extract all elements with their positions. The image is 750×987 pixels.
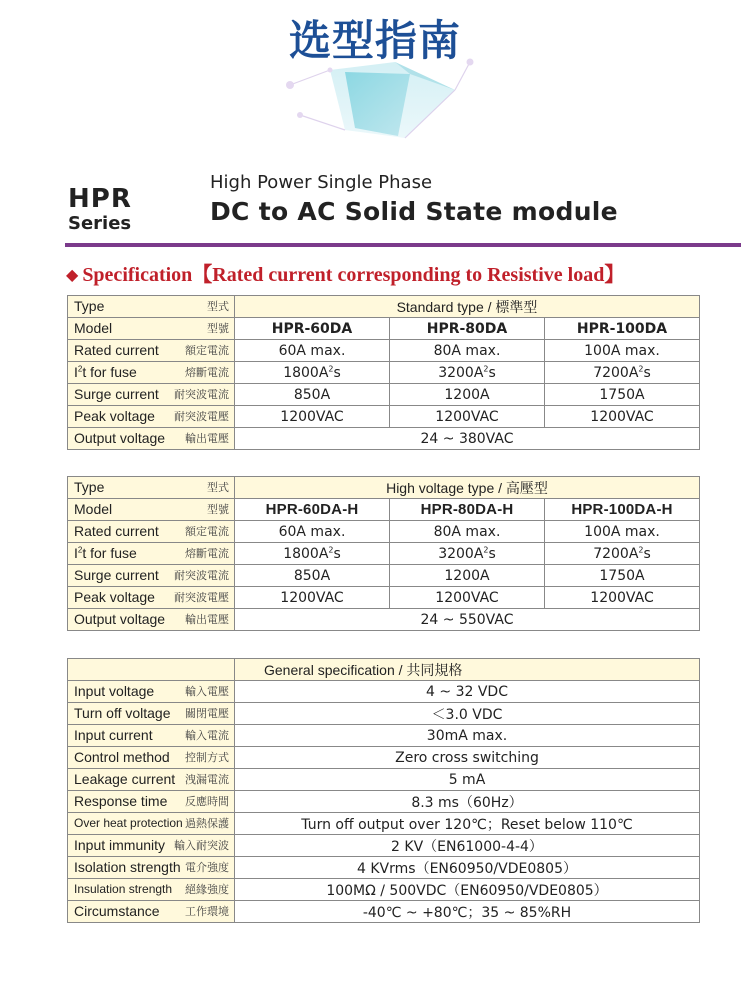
model-cell: HPR-100DA-H bbox=[545, 499, 700, 521]
param-cell: 耐突波電壓 Peak voltage bbox=[68, 406, 235, 428]
hero-banner bbox=[0, 0, 750, 150]
model-cell: HPR-60DA bbox=[235, 318, 390, 340]
table-row bbox=[68, 587, 700, 609]
param-cell: 額定電流 Rated current bbox=[68, 521, 235, 543]
value-cell: 8.3 ms（60Hz） bbox=[235, 791, 700, 813]
param-cell: 輸出電壓 Output voltage bbox=[68, 609, 235, 631]
table-row bbox=[68, 362, 700, 384]
header-divider bbox=[65, 243, 741, 247]
value-cell: $1800A^2s$ bbox=[235, 362, 390, 384]
table-row bbox=[68, 857, 700, 879]
value-cell: 80A max. bbox=[390, 521, 545, 543]
table-row bbox=[68, 791, 700, 813]
param-cell: 額定電流 Rated current bbox=[68, 340, 235, 362]
value-cell: 1200A bbox=[390, 384, 545, 406]
value-cell: 80A max. bbox=[390, 340, 545, 362]
table-row bbox=[68, 296, 700, 318]
model-cell: HPR-60DA-H bbox=[235, 499, 390, 521]
table-row bbox=[68, 901, 700, 923]
param-cell: 輸入電流 Input current bbox=[68, 725, 235, 747]
param-cell: 電介強度 Isolation strength bbox=[68, 857, 235, 879]
value-cell: 2 KV（EN61000-4-4） bbox=[235, 835, 700, 857]
product-subtitle: High Power Single Phase bbox=[210, 172, 433, 193]
value-cell: 1200VAC bbox=[545, 406, 700, 428]
table-row bbox=[68, 681, 700, 703]
value-cell: 1200VAC bbox=[390, 587, 545, 609]
value-cell: 100MΩ / 500VDC（EN60950/VDE0805） bbox=[235, 879, 700, 901]
model-cell: HPR-80DA-H bbox=[390, 499, 545, 521]
standard-type-table bbox=[67, 295, 700, 450]
param-cell: 型號 Model bbox=[68, 499, 235, 521]
table-row bbox=[68, 521, 700, 543]
value-cell: $3200A^2s$ bbox=[390, 543, 545, 565]
param-cell: 熔斷電流 $I^2t$ for fuse bbox=[68, 362, 235, 384]
table-row bbox=[68, 659, 700, 681]
value-cell: Zero cross switching bbox=[235, 747, 700, 769]
param-cell: 過熱保護 Over heat protection bbox=[68, 813, 235, 835]
high-voltage-type-table bbox=[67, 476, 700, 631]
series-code: HPR bbox=[68, 184, 132, 214]
value-cell: 850A bbox=[235, 384, 390, 406]
value-cell: -40℃ ~ +80℃；35 ~ 85%RH bbox=[235, 901, 700, 923]
table-row bbox=[68, 477, 700, 499]
value-cell: 4 KVrms（EN60950/VDE0805） bbox=[235, 857, 700, 879]
param-cell: 型式 Type bbox=[68, 296, 235, 318]
value-cell: 1750A bbox=[545, 565, 700, 587]
general-specification-table bbox=[67, 658, 700, 923]
param-cell: 絕緣強度 Insulation strength bbox=[68, 879, 235, 901]
param-cell: 關閉電壓 Turn off voltage bbox=[68, 703, 235, 725]
table-row bbox=[68, 318, 700, 340]
param-cell: 控制方式 Control method bbox=[68, 747, 235, 769]
value-cell: 100A max. bbox=[545, 521, 700, 543]
table-row bbox=[68, 565, 700, 587]
diamond-bullet-icon: ◆ bbox=[66, 267, 79, 284]
table-row bbox=[68, 835, 700, 857]
series-label: Series bbox=[68, 213, 132, 234]
param-cell: 輸出電壓 Output voltage bbox=[68, 428, 235, 450]
type-value: Standard type / 標準型 bbox=[235, 296, 700, 318]
value-cell: ＜3.0 VDC bbox=[235, 703, 700, 725]
value-cell: 100A max. bbox=[545, 340, 700, 362]
value-cell: $1800A^2s$ bbox=[235, 543, 390, 565]
value-cell: 1200VAC bbox=[390, 406, 545, 428]
value-cell: 60A max. bbox=[235, 340, 390, 362]
table-row bbox=[68, 543, 700, 565]
param-cell: 型式 Type bbox=[68, 477, 235, 499]
param-cell: 反應時間 Response time bbox=[68, 791, 235, 813]
value-cell: 1200A bbox=[390, 565, 545, 587]
value-cell: 5 mA bbox=[235, 769, 700, 791]
type-value: High voltage type / 高壓型 bbox=[235, 477, 700, 499]
table-row bbox=[68, 499, 700, 521]
param-cell: 耐突波電流 Surge current bbox=[68, 565, 235, 587]
series-block bbox=[68, 184, 132, 234]
param-cell: 輸入耐突波 Input immunity bbox=[68, 835, 235, 857]
blank-cell bbox=[68, 659, 235, 681]
table-row bbox=[68, 747, 700, 769]
param-cell: 耐突波電流 Surge current bbox=[68, 384, 235, 406]
specification-heading bbox=[66, 258, 624, 287]
value-cell: 1200VAC bbox=[235, 587, 390, 609]
value-cell: 30mA max. bbox=[235, 725, 700, 747]
value-cell: $7200A^2s$ bbox=[545, 362, 700, 384]
param-cell: 熔斷電流 $I^2t$ for fuse bbox=[68, 543, 235, 565]
value-cell: 4 ~ 32 VDC bbox=[235, 681, 700, 703]
value-cell: 1200VAC bbox=[235, 406, 390, 428]
table-row bbox=[68, 384, 700, 406]
value-cell: $3200A^2s$ bbox=[390, 362, 545, 384]
table-row bbox=[68, 428, 700, 450]
value-cell: 1200VAC bbox=[545, 587, 700, 609]
param-cell: 工作環境 Circumstance bbox=[68, 901, 235, 923]
table-row bbox=[68, 609, 700, 631]
page-title: 选型指南 bbox=[288, 16, 461, 65]
param-cell: 洩漏電流 Leakage current bbox=[68, 769, 235, 791]
param-cell: 輸入電壓 Input voltage bbox=[68, 681, 235, 703]
table-row bbox=[68, 769, 700, 791]
product-title: DC to AC Solid State module bbox=[210, 197, 618, 226]
param-cell: 型號 Model bbox=[68, 318, 235, 340]
table-row bbox=[68, 725, 700, 747]
model-cell: HPR-100DA bbox=[545, 318, 700, 340]
value-cell: 60A max. bbox=[235, 521, 390, 543]
table-row bbox=[68, 406, 700, 428]
table-row bbox=[68, 813, 700, 835]
specification-heading-text: Specification【Rated current corresponding to Resistive load】 bbox=[82, 264, 625, 286]
output-voltage-value: 24 ~ 550VAC bbox=[235, 609, 700, 631]
value-cell: 850A bbox=[235, 565, 390, 587]
output-voltage-value: 24 ~ 380VAC bbox=[235, 428, 700, 450]
table-row bbox=[68, 340, 700, 362]
param-cell: 耐突波電壓 Peak voltage bbox=[68, 587, 235, 609]
model-cell: HPR-80DA bbox=[390, 318, 545, 340]
value-cell: Turn off output over 120℃；Reset below 110℃ bbox=[235, 813, 700, 835]
general-spec-title: General specification / 共同規格 bbox=[235, 659, 700, 681]
value-cell: 1750A bbox=[545, 384, 700, 406]
value-cell: $7200A^2s$ bbox=[545, 543, 700, 565]
table-row bbox=[68, 879, 700, 901]
table-row bbox=[68, 703, 700, 725]
